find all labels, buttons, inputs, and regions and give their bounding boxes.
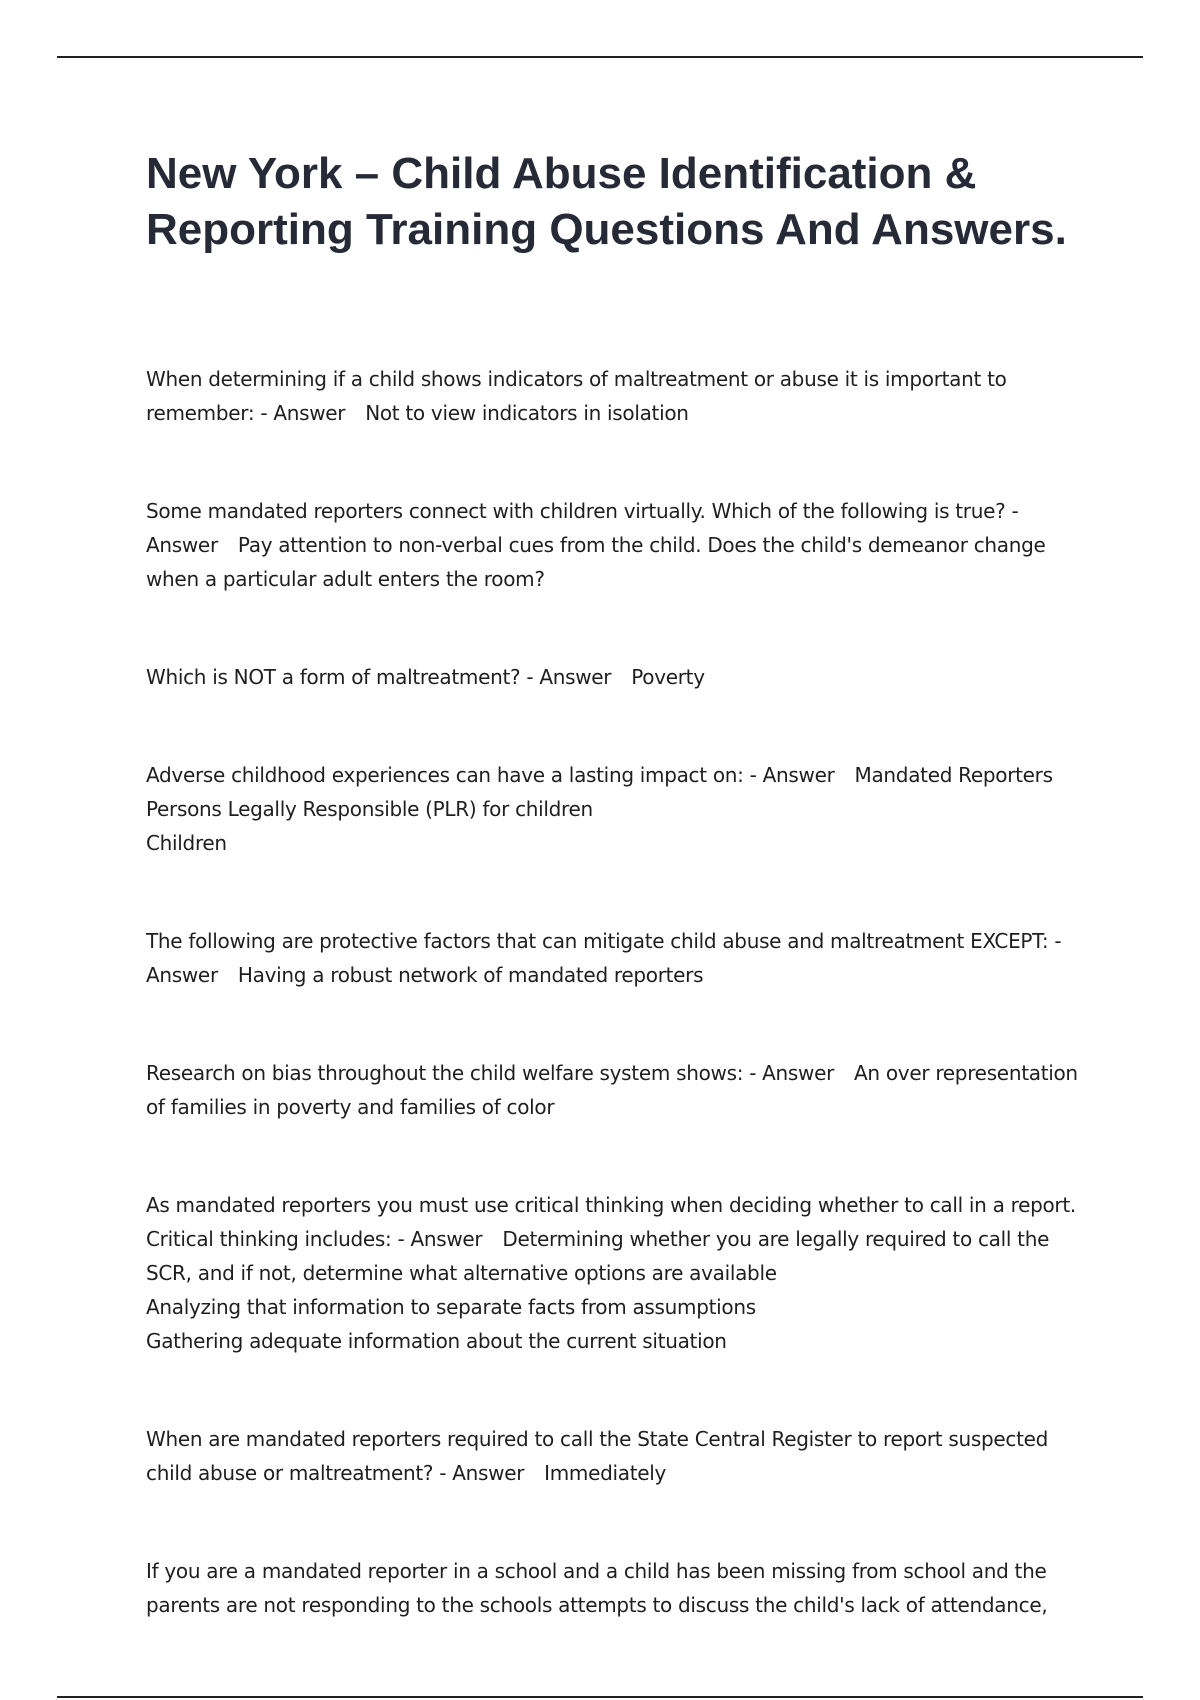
answer-text: Having a robust network of mandated reporters [237, 963, 704, 987]
qa-text [146, 494, 1092, 596]
answer-label: - Answer [749, 1061, 835, 1085]
qa-text [146, 1422, 1092, 1490]
qa-item-2 [146, 494, 1092, 596]
qa-item-7 [146, 1188, 1092, 1358]
qa-item-6 [146, 1056, 1092, 1124]
question-text: The following are protective factors that can mitigate child abuse and maltreatment EXCEPT: [146, 929, 1049, 953]
answer-extra: Gathering adequate information about the current situation [146, 1329, 727, 1353]
qa-text [146, 924, 1092, 992]
answer-label: - Answer [146, 499, 1019, 557]
answer-text: Determining whether you are legally required to call the SCR, and if not, determine what alternative options are available [146, 1227, 1050, 1285]
question-text: Some mandated reporters connect with children virtually. Which of the following is true? [146, 499, 1006, 523]
qa-list [146, 362, 1092, 1686]
answer-extra: Persons Legally Responsible (PLR) for children [146, 797, 593, 821]
answer-label: - Answer [439, 1461, 525, 1485]
qa-item-1 [146, 362, 1092, 430]
qa-text [146, 1554, 1092, 1622]
question-text: Research on bias throughout the child welfare system shows: [146, 1061, 744, 1085]
question-text: Which is NOT a form of maltreatment? [146, 665, 521, 689]
answer-extra: Children [146, 831, 227, 855]
answer-text: Immediately [544, 1461, 667, 1485]
question-text: As mandated reporters you must use critical thinking when deciding whether to call in a report. Critical thinking includes: [146, 1193, 1076, 1251]
answer-text: Poverty [631, 665, 705, 689]
qa-text [146, 758, 1092, 792]
qa-text [146, 660, 1092, 694]
qa-item-9 [146, 1554, 1092, 1622]
bottom-rule [57, 1696, 1143, 1698]
question-text: When are mandated reporters required to call the State Central Register to report suspected child abuse or maltreatment? [146, 1427, 1049, 1485]
answer-label: - Answer [397, 1227, 483, 1251]
qa-text [146, 1056, 1092, 1124]
answer-label: - Answer [260, 401, 346, 425]
answer-text: Not to view indicators in isolation [365, 401, 689, 425]
answer-label: - Answer [146, 929, 1062, 987]
answer-extra: Analyzing that information to separate facts from assumptions [146, 1295, 756, 1319]
document-title: New York – Child Abuse Identification & Reporting Training Questions And Answers. [146, 149, 1067, 254]
question-text: Adverse childhood experiences can have a lasting impact on: [146, 763, 744, 787]
answer-label: - Answer [749, 763, 835, 787]
answer-label: - Answer [526, 665, 612, 689]
answer-text: Mandated Reporters [854, 763, 1053, 787]
answer-text: Pay attention to non-verbal cues from the child. Does the child's demeanor change when a particular adult enters the room? [146, 533, 1046, 591]
qa-text [146, 1188, 1092, 1290]
qa-item-5 [146, 924, 1092, 992]
question-text: If you are a mandated reporter in a school and a child has been missing from school and the parents are not responding to the schools attempts to discuss the child's lack of attendance, [146, 1559, 1048, 1617]
question-text: When determining if a child shows indicators of maltreatment or abuse it is important to remember: [146, 367, 1007, 425]
answer-text: An over representation of families in poverty and families of color [146, 1061, 1078, 1119]
qa-item-4 [146, 758, 1092, 860]
qa-item-3 [146, 660, 1092, 694]
top-rule [57, 56, 1143, 58]
qa-text [146, 362, 1092, 430]
qa-item-8 [146, 1422, 1092, 1490]
